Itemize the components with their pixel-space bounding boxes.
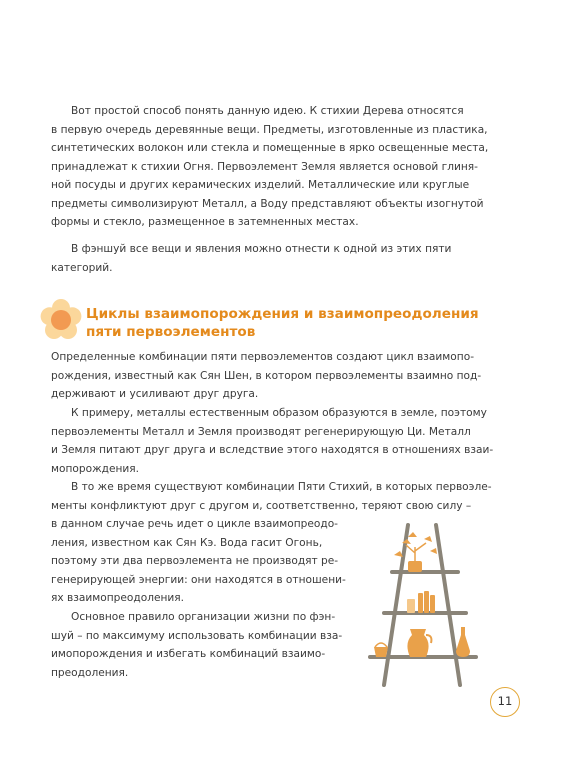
text-line: менты конфликтуют друг с другом и, соответственно, теряют свою силу – [51,499,472,512]
section-heading [86,305,479,341]
text-line: Определенные комбинации пяти первоэлементов создают цикл взаимопо- [51,351,475,363]
basket-icon [374,643,388,657]
text-line: ления, известном как Сян Кэ. Вода гасит Огонь, [51,536,323,549]
shelf-illustration [362,517,482,689]
text-line: держивают и усиливают друг друга. [51,388,259,400]
vase-icon [456,627,470,657]
text-line: Основное правило организации жизни по фэн- [71,611,336,623]
flower-icon [40,299,82,341]
heading-line-2: пяти первоэлементов [86,324,256,340]
text-line: принадлежат к стихии Огня. Первоэлемент Земля является основой глиня- [51,160,479,173]
text-line: В то же время существуют комбинации Пяти Стихий, в которых первоэле- [71,481,492,493]
text-line: и Земля питают друг друга и вследствие этого находятся в отношениях взаи- [51,444,494,456]
text-line: рождения, известный как Сян Шен, в котором первоэлементы взаимно под- [51,369,482,382]
text-line: категорий. [51,261,113,274]
text-line: имопорождения и избегать комбинаций взаимо- [51,648,326,660]
text-line: В фэншуй все вещи и явления можно отнести к одной из этих пяти [71,243,452,255]
text-line: Вот простой способ понять данную идею. К стихии Дерева относятся [71,105,464,117]
text-line: в данном случае речь идет о цикле взаимопреодо- [51,518,339,530]
combinations-paragraph [51,348,491,404]
text-line: формы и стекло, размещенное в затемненных местах. [51,216,359,228]
intro-paragraph [51,102,491,232]
text-line: шуй – по максимуму использовать комбинации вза- [51,629,343,642]
text-line: ной посуды и других керамических изделий. Металлические или круглые [51,179,470,191]
text-line: генерирующей энергии: они находятся в отношени- [51,573,346,586]
text-line: в первую очередь деревянные вещи. Предметы, изготовленные из пластика, [51,123,488,136]
text-line: поэтому эти два первоэлемента не производят ре- [51,555,339,567]
text-line: преодоления. [51,666,129,679]
text-line: мопорождения. [51,462,140,475]
jug-icon [407,629,431,657]
books-icon [407,591,435,613]
metals-paragraph [51,404,494,478]
rule-paragraph [51,608,353,682]
text-line: ях взаимопреодоления. [51,592,185,604]
text-line: предметы символизируют Металл, а Воду представляют объекты изогнутой [51,197,484,210]
categories-paragraph [51,240,491,277]
heading-line-1: Циклы взаимопорождения и взаимопреодоления [86,306,479,322]
text-line: К примеру, металлы естественным образом образуются в земле, поэтому [71,407,487,419]
page-number: 11 [490,687,520,717]
text-line: синтетических волокон или стекла и помещенные в ярко освещенные места, [51,142,489,154]
text-line: первоэлементы Металл и Земля производят регенерирующую Ци. Металл [51,425,471,438]
